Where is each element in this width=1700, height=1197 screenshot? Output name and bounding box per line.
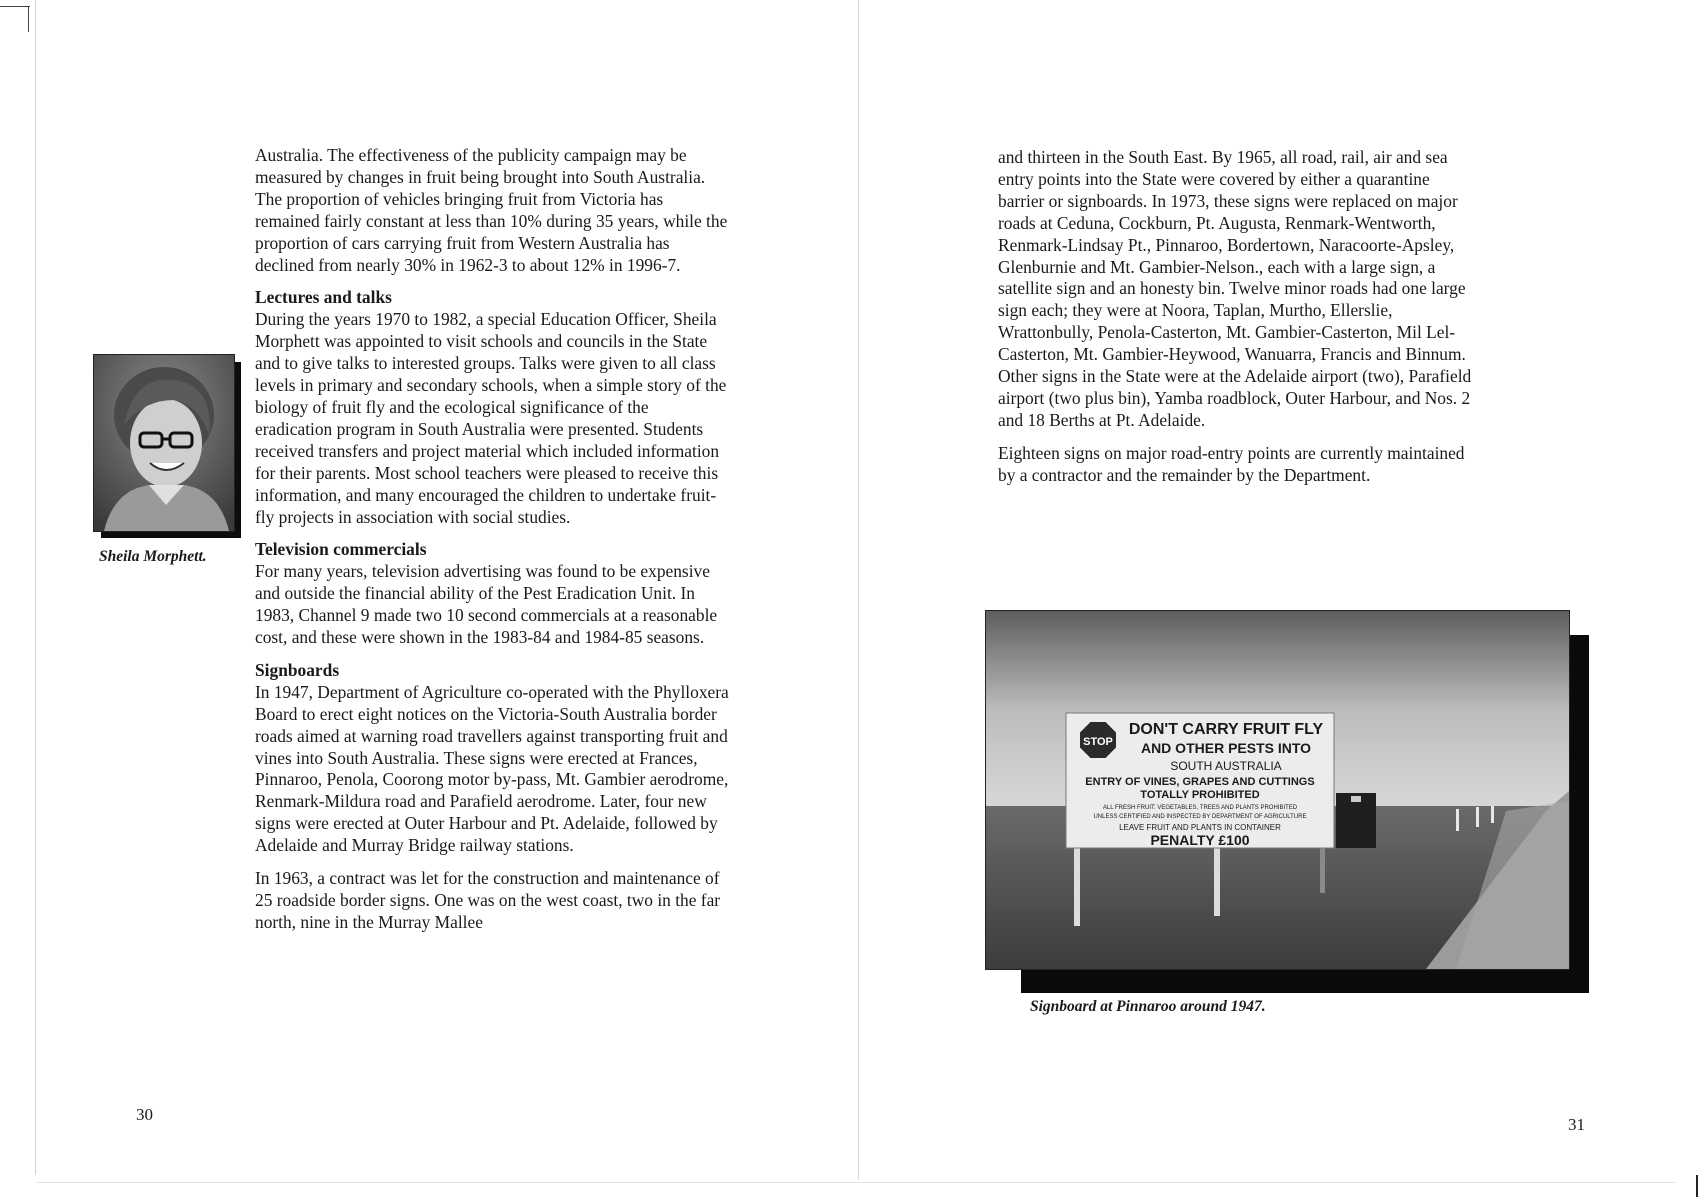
lectures-section	[255, 287, 730, 528]
sign-line-5: TOTALLY PROHIBITED	[1140, 789, 1260, 801]
page-edge	[35, 0, 36, 1175]
photo-caption: Signboard at Pinnaroo around 1947.	[1030, 998, 1266, 1015]
crop-mark	[0, 6, 30, 7]
page-bottom-edge	[36, 1182, 1676, 1183]
right-paragraph-1: and thirteen in the South East. By 1965, all road, rail, air and sea entry points into the State were covered by either a quarantine barrier or signboards. In 1973, these signs were replaced on major roads at Ceduna, Cockburn, Pt. Augusta, Renmark-Wentworth, Renmark-Lindsay Pt., Pinnaroo, Bordertown, Naracoorte-Apsley, Glenburnie and Mt. Gambier-Nelson., each with a large sign, a satellite sign and an honesty bin. Twelve minor roads had one large sign each; they were at Noora, Taplan, Murtho, Ellerslie, Wrattonbully, Penola-Casterton, Mt. Gambier-Casterton, Mil Lel-Casterton, Mt. Gambier-Heywood, Wanuarra, Francis and Binnum. Other signs in the State were at the Adelaide airport (two), Parafield airport (two plus bin), Yamba roadblock, Outer Harbour, and Nos. 2 and 18 Berths at Pt. Adelaide.	[998, 147, 1472, 430]
contract-1963-paragraph: In 1963, a contract was let for the construction and maintenance of 25 roadside border signs. One was on the west coast, two in the far north, nine in the Murray Mallee	[255, 868, 721, 932]
lectures-heading: Lectures and talks	[255, 287, 392, 308]
television-body: For many years, television advertising was found to be expensive and outside the financial ability of the Pest Eradication Unit. In 1983, Channel 9 made two 10 second commercials at a reasonable cost, and these were shown in the 1983-84 and 1984-85 seasons.	[255, 561, 718, 648]
left-page-text	[255, 145, 730, 945]
sign-line-6: ALL FRESH FRUIT: VEGETABLES, TREES AND PLANTS PROHIBITED	[1102, 805, 1298, 811]
page-number-right: 31	[1568, 1115, 1585, 1134]
sign-line-9: PENALTY £100	[1150, 832, 1250, 848]
sign-stop-text: STOP	[1083, 736, 1113, 748]
television-section	[255, 539, 730, 649]
sign-line-7: UNLESS CERTIFIED AND INSPECTED BY DEPARTMENT OF AGRICULTURE	[1093, 814, 1307, 820]
signboards-body: In 1947, Department of Agriculture co-operated with the Phylloxera Board to erect eight notices on the Victoria-South Australia border roads aimed at warning road travellers against transporting fruit and vines into South Australia. These signs were erected at Frances, Pinnaroo, Penola, Coorong motor by-pass, Mt. Gambier aerodrome, Renmark-Mildura road and Parafield aerodrome. Later, four new signs were erected at Outer Harbour and Pt. Adelaide, followed by Adelaide and Murray Bridge railway stations.	[255, 681, 729, 856]
crop-mark	[1696, 1175, 1698, 1197]
sign-line-1: DON'T CARRY FRUIT FLY	[1128, 721, 1324, 738]
crop-mark	[28, 6, 29, 32]
sign-line-2: AND OTHER PESTS INTO	[1140, 740, 1312, 756]
sign-line-3: SOUTH AUSTRALIA	[1170, 759, 1282, 773]
television-heading: Television commercials	[255, 539, 427, 560]
right-page-text	[998, 147, 1478, 498]
signboards-section	[255, 660, 730, 857]
signboard-photo	[985, 610, 1570, 970]
intro-paragraph: Australia. The effectiveness of the publicity campaign may be measured by changes in fruit being brought into South Australia. The proportion of vehicles bringing fruit from Victoria has remained fairly constant at less than 10% during 35 years, while the proportion of cars carrying fruit from Western Australia has declined from nearly 30% in 1962-3 to about 12% in 1996-7.	[255, 145, 728, 275]
book-spine	[858, 0, 859, 1180]
portrait-photo	[93, 354, 235, 532]
sign-line-8: LEAVE FRUIT AND PLANTS IN CONTAINER	[1119, 823, 1281, 832]
lectures-body: During the years 1970 to 1982, a special Education Officer, Sheila Morphett was appointed to visit schools and councils in the State and to give talks to interested groups. Talks were given to all class levels in primary and secondary schools, when a simple story of the biology of fruit fly and the ecological significance of the eradication program in South Australia were presented. Students received transfers and project material which included information for their parents. Most school teachers were pleased to receive this information, and many encouraged the children to undertake fruit-fly projects in association with social studies.	[255, 309, 727, 527]
portrait-caption: Sheila Morphett.	[99, 548, 207, 565]
right-paragraph-2: Eighteen signs on major road-entry points are currently maintained by a contractor and the remainder by the Department.	[998, 442, 1465, 485]
signboards-heading: Signboards	[255, 659, 340, 680]
sign-line-4: ENTRY OF VINES, GRAPES AND CUTTINGS	[1085, 776, 1315, 788]
page-number-left: 30	[136, 1105, 153, 1124]
